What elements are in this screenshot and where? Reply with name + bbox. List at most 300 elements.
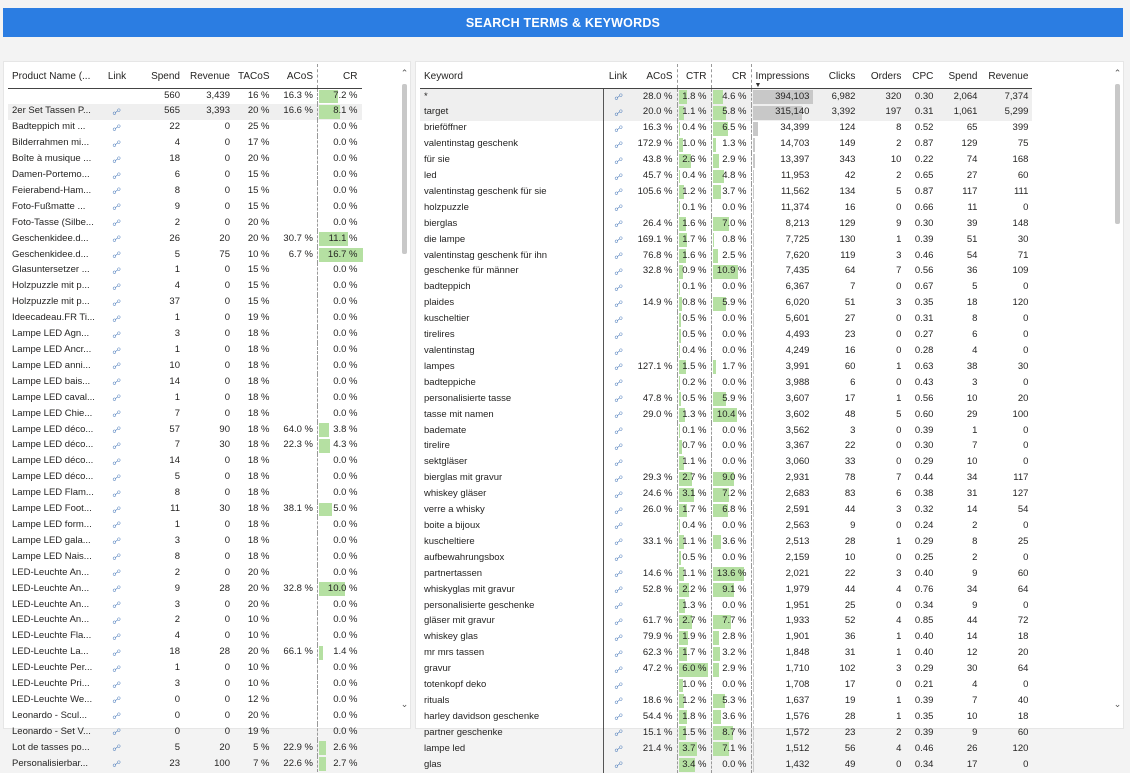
table-row[interactable] [8,661,362,677]
column-header-cr[interactable]: CR [318,64,362,89]
table-row[interactable] [8,104,362,120]
table-row[interactable] [8,597,362,613]
link-cell[interactable] [603,598,633,614]
table-row[interactable] [420,184,1032,200]
link-cell[interactable] [603,232,633,248]
table-row[interactable] [8,692,362,708]
link-cell[interactable] [100,645,134,661]
table-row[interactable] [8,613,362,629]
table-row[interactable] [8,120,362,136]
link-icon[interactable]: ⧟ [610,263,626,280]
link-icon[interactable]: ⧟ [109,500,125,517]
cr-cell [318,168,362,184]
link-icon[interactable]: ⧟ [610,644,626,661]
chevron-up-icon[interactable]: ⌃ [1112,68,1123,79]
link-cell[interactable] [100,168,134,184]
link-icon[interactable]: ⧟ [610,374,626,391]
table-row[interactable] [8,279,362,295]
link-cell[interactable] [100,629,134,645]
link-cell[interactable] [603,709,633,725]
table-row[interactable] [8,724,362,740]
link-cell[interactable] [100,120,134,136]
link-cell[interactable] [100,502,134,518]
table-row[interactable] [8,136,362,152]
table-row[interactable] [8,311,362,327]
keyword-value: plaides [424,297,454,308]
table-row[interactable] [420,678,1032,694]
link-icon[interactable]: ⧟ [109,469,125,486]
column-header-spend[interactable]: Spend [937,64,981,89]
link-icon[interactable]: ⧟ [109,373,125,390]
clicks-cell-value: 19 [845,695,856,706]
link-cell[interactable] [603,630,633,646]
spend-cell [937,153,981,169]
link-icon[interactable]: ⧟ [610,581,626,598]
link-cell[interactable] [603,121,633,137]
table-row[interactable] [420,312,1032,328]
link-cell[interactable] [100,343,134,359]
table-row[interactable] [420,439,1032,455]
link-icon[interactable]: ⧟ [610,724,626,741]
link-cell[interactable] [603,391,633,407]
table-row[interactable] [8,517,362,533]
link-cell[interactable] [100,199,134,215]
link-icon[interactable]: ⧟ [109,119,125,136]
link-icon[interactable]: ⧟ [610,692,626,709]
link-cell[interactable] [603,566,633,582]
table-row[interactable] [420,630,1032,646]
table-row[interactable] [420,757,1032,773]
table-row[interactable] [420,359,1032,375]
table-row[interactable] [420,169,1032,185]
link-cell[interactable] [603,216,633,232]
link-cell[interactable] [100,295,134,311]
table-row[interactable] [8,740,362,756]
link-icon[interactable]: ⧟ [610,629,626,646]
link-icon[interactable]: ⧟ [610,247,626,264]
link-icon[interactable]: ⧟ [109,707,125,724]
link-icon[interactable]: ⧟ [610,135,626,152]
link-icon[interactable]: ⧟ [109,278,125,295]
table-row[interactable] [8,374,362,390]
table-row[interactable] [8,358,362,374]
link-icon[interactable]: ⧟ [610,406,626,423]
link-icon[interactable]: ⧟ [109,198,125,215]
link-icon[interactable]: ⧟ [610,517,626,534]
table-row[interactable] [420,89,1032,105]
revenue-cell [184,454,234,470]
link-cell[interactable] [603,264,633,280]
link-cell[interactable] [100,438,134,454]
link-icon[interactable]: ⧟ [109,134,125,151]
link-icon[interactable]: ⧟ [610,756,626,773]
link-cell[interactable] [100,247,134,263]
column-header-spend[interactable]: Spend [134,64,184,89]
table-row[interactable] [8,677,362,693]
link-icon[interactable]: ⧟ [610,660,626,677]
link-icon[interactable]: ⧟ [109,357,125,374]
table-row[interactable] [420,518,1032,534]
link-icon[interactable]: ⧟ [109,596,125,613]
cpc-cell [905,169,937,185]
table-row[interactable] [420,264,1032,280]
table-row[interactable] [420,280,1032,296]
table-row[interactable] [420,503,1032,519]
link-cell[interactable] [100,740,134,756]
link-cell[interactable] [100,136,134,152]
clicks-cell [813,391,859,407]
table-row[interactable] [8,565,362,581]
link-cell[interactable] [100,692,134,708]
table-row[interactable] [420,725,1032,741]
link-icon[interactable]: ⧟ [610,310,626,327]
table-row[interactable] [8,343,362,359]
link-cell[interactable] [603,439,633,455]
link-cell[interactable] [100,231,134,247]
cr-cell-value: 11.1 % [329,233,358,244]
table-row[interactable] [420,646,1032,662]
link-cell[interactable] [100,517,134,533]
table-row[interactable] [420,423,1032,439]
keyword-value: boite a bijoux [424,520,480,531]
link-icon[interactable]: ⧟ [610,120,626,137]
table-row[interactable] [420,105,1032,121]
link-icon[interactable]: ⧟ [109,723,125,740]
link-cell[interactable] [100,183,134,199]
link-cell[interactable] [100,581,134,597]
column-header-acos[interactable]: ACoS [274,64,318,89]
product-name [8,247,100,263]
left-scrollbar[interactable] [399,62,410,728]
column-header-link[interactable]: Link [100,64,134,89]
link-icon[interactable]: ⧟ [610,597,626,614]
table-row[interactable] [420,614,1032,630]
column-header-revenue[interactable]: Revenue [981,64,1032,89]
link-cell[interactable] [603,105,633,121]
link-cell[interactable] [100,661,134,677]
acos-cell-value: 43.8 % [643,154,673,165]
spend-cell-value: 9 [175,583,180,594]
table-row[interactable] [8,390,362,406]
table-row[interactable] [8,231,362,247]
link-cell[interactable] [100,263,134,279]
link-icon[interactable]: ⧟ [109,453,125,470]
table-row[interactable] [8,168,362,184]
data-bar [319,757,326,771]
link-icon[interactable]: ⧟ [109,214,125,231]
tacos-cell-value: 18 % [248,376,270,387]
table-row[interactable] [420,344,1032,360]
tacos-cell [234,104,274,120]
link-cell[interactable] [100,215,134,231]
revenue-cell [981,200,1032,216]
column-header-clicks[interactable]: Clicks [813,64,859,89]
link-icon[interactable]: ⧟ [610,295,626,312]
link-icon[interactable]: ⧟ [109,580,125,597]
link-icon[interactable]: ⧟ [109,262,125,279]
link-icon[interactable]: ⧟ [610,533,626,550]
link-icon[interactable]: ⧟ [109,755,125,772]
link-cell[interactable] [100,486,134,502]
table-row[interactable] [420,471,1032,487]
link-icon[interactable]: ⧟ [109,548,125,565]
table-row[interactable] [420,200,1032,216]
table-row[interactable] [8,422,362,438]
link-icon[interactable]: ⧟ [610,326,626,343]
link-icon[interactable]: ⧟ [109,437,125,454]
link-cell[interactable] [100,756,134,772]
link-icon[interactable]: ⧟ [109,182,125,199]
link-cell[interactable] [603,646,633,662]
link-icon[interactable]: ⧟ [610,708,626,725]
link-icon[interactable]: ⧟ [109,309,125,326]
link-icon[interactable]: ⧟ [109,150,125,167]
impressions-cell-value: 315,140 [775,106,809,117]
link-cell[interactable] [603,296,633,312]
table-row[interactable] [8,327,362,343]
table-row[interactable] [420,391,1032,407]
link-cell[interactable] [100,104,134,120]
column-header-cr[interactable]: CR [711,64,751,89]
link-icon[interactable]: ⧟ [610,438,626,455]
link-cell[interactable] [100,374,134,390]
link-icon[interactable]: ⧟ [109,166,125,183]
link-cell[interactable] [603,725,633,741]
column-header-orders[interactable]: Orders [859,64,905,89]
link-icon[interactable]: ⧟ [610,342,626,359]
link-icon[interactable]: ⧟ [109,516,125,533]
link-icon[interactable]: ⧟ [610,470,626,487]
table-row[interactable] [420,248,1032,264]
table-row[interactable] [420,582,1032,598]
link-icon[interactable]: ⧟ [610,215,626,232]
link-cell[interactable] [100,358,134,374]
table-row[interactable] [8,406,362,422]
table-row[interactable] [8,454,362,470]
link-icon[interactable]: ⧟ [109,246,125,263]
link-cell[interactable] [603,423,633,439]
link-icon[interactable]: ⧟ [610,676,626,693]
table-row[interactable] [420,121,1032,137]
column-header-tacos[interactable]: TACoS [234,64,274,89]
link-cell[interactable] [100,422,134,438]
table-row[interactable] [420,693,1032,709]
link-cell[interactable] [603,741,633,757]
link-icon[interactable]: ⧟ [610,549,626,566]
link-cell[interactable] [100,470,134,486]
column-header-acos[interactable]: ACoS [633,64,677,89]
link-icon[interactable]: ⧟ [109,341,125,358]
table-row[interactable] [420,328,1032,344]
link-cell[interactable] [100,708,134,724]
table-row[interactable] [420,741,1032,757]
revenue-cell [184,565,234,581]
table-row[interactable] [8,470,362,486]
tacos-cell [234,740,274,756]
link-cell[interactable] [603,312,633,328]
link-icon[interactable]: ⧟ [610,613,626,630]
link-cell[interactable] [603,153,633,169]
table-row[interactable] [420,216,1032,232]
link-icon[interactable]: ⧟ [610,151,626,168]
table-row[interactable] [420,709,1032,725]
table-row[interactable] [420,455,1032,471]
link-icon[interactable]: ⧟ [109,389,125,406]
link-cell[interactable] [100,533,134,549]
table-row[interactable] [8,629,362,645]
link-icon[interactable]: ⧟ [610,390,626,407]
table-row[interactable] [420,598,1032,614]
link-cell[interactable] [603,328,633,344]
link-cell[interactable] [100,279,134,295]
table-row[interactable] [8,502,362,518]
table-row[interactable] [420,550,1032,566]
orders-cell [859,566,905,582]
link-icon[interactable]: ⧟ [109,612,125,629]
column-header-keyword[interactable]: Keyword [420,64,603,89]
link-cell[interactable] [100,406,134,422]
column-header-revenue[interactable]: Revenue [184,64,234,89]
link-icon[interactable]: ⧟ [610,565,626,582]
link-icon[interactable]: ⧟ [109,628,125,645]
link-icon[interactable]: ⧟ [610,231,626,248]
link-cell[interactable] [603,137,633,153]
link-cell[interactable] [603,582,633,598]
link-cell[interactable] [100,549,134,565]
link-icon[interactable]: ⧟ [610,454,626,471]
table-row[interactable] [420,153,1032,169]
table-row[interactable] [420,232,1032,248]
link-icon[interactable]: ⧟ [109,103,125,120]
link-icon[interactable]: ⧟ [610,104,626,121]
link-icon[interactable]: ⧟ [109,659,125,676]
link-cell[interactable] [100,454,134,470]
link-icon[interactable]: ⧟ [610,199,626,216]
column-header-impressions[interactable]: Impressions ▼ [751,64,813,89]
link-icon[interactable]: ⧟ [610,183,626,200]
link-icon[interactable]: ⧟ [109,294,125,311]
link-cell[interactable] [603,550,633,566]
table-row[interactable] [8,263,362,279]
link-icon[interactable]: ⧟ [109,421,125,438]
link-icon[interactable]: ⧟ [610,358,626,375]
chevron-down-icon[interactable]: ⌄ [399,699,410,710]
table-row[interactable] [8,581,362,597]
link-cell[interactable] [603,455,633,471]
link-cell[interactable] [603,757,633,773]
link-icon[interactable]: ⧟ [109,691,125,708]
link-icon[interactable]: ⧟ [610,422,626,439]
chevron-up-icon[interactable]: ⌃ [399,68,410,79]
link-cell[interactable] [603,280,633,296]
link-icon[interactable]: ⧟ [109,405,125,422]
link-icon[interactable]: ⧟ [109,230,125,247]
right-scroll-thumb[interactable] [1115,84,1120,224]
impressions-cell [751,693,813,709]
table-row[interactable] [8,438,362,454]
table-row[interactable] [8,183,362,199]
link-icon[interactable]: ⧟ [109,643,125,660]
table-row[interactable] [420,137,1032,153]
link-icon[interactable]: ⧟ [610,167,626,184]
link-cell[interactable] [100,390,134,406]
column-header-ctr[interactable]: CTR [677,64,711,89]
link-cell[interactable] [603,407,633,423]
table-row[interactable] [8,486,362,502]
table-row[interactable] [8,247,362,263]
product-name-value: Holzpuzzle mit p... [12,280,90,291]
table-row[interactable] [8,215,362,231]
table-row[interactable] [420,662,1032,678]
column-header-cpc[interactable]: CPC [905,64,937,89]
link-icon[interactable]: ⧟ [109,532,125,549]
table-row[interactable] [420,407,1032,423]
link-cell[interactable] [603,375,633,391]
left-scroll-thumb[interactable] [402,84,407,254]
link-cell[interactable] [603,471,633,487]
link-cell[interactable] [603,248,633,264]
link-cell[interactable] [100,613,134,629]
impressions-cell [751,121,813,137]
link-icon[interactable]: ⧟ [610,740,626,757]
column-header-product-name[interactable]: Product Name (... [8,64,100,89]
link-icon[interactable]: ⧟ [109,325,125,342]
link-cell[interactable] [100,311,134,327]
table-row[interactable] [8,708,362,724]
table-row[interactable] [420,534,1032,550]
table-row[interactable] [8,533,362,549]
keyword-value: rituals [424,695,449,706]
column-header-link[interactable]: Link [603,64,633,89]
link-cell[interactable] [603,614,633,630]
right-scrollbar[interactable] [1112,62,1123,728]
table-row[interactable] [8,152,362,168]
link-cell[interactable] [603,487,633,503]
link-icon[interactable]: ⧟ [610,501,626,518]
table-row[interactable] [420,375,1032,391]
link-icon[interactable]: ⧟ [109,564,125,581]
chevron-down-icon[interactable]: ⌄ [1112,699,1123,710]
table-row[interactable] [420,566,1032,582]
sort-desc-icon[interactable]: ▼ [755,82,762,89]
revenue-cell-value: 60 [1018,170,1029,181]
link-icon[interactable]: ⧟ [109,484,125,501]
link-cell[interactable] [100,597,134,613]
link-cell[interactable] [100,565,134,581]
link-cell[interactable] [603,200,633,216]
link-icon[interactable]: ⧟ [610,279,626,296]
link-cell[interactable] [603,89,633,105]
cr-cell-value: 0.0 % [333,487,357,498]
link-cell[interactable] [100,677,134,693]
table-row[interactable] [420,487,1032,503]
link-icon[interactable]: ⧟ [610,485,626,502]
link-cell[interactable] [100,152,134,168]
table-row[interactable] [8,199,362,215]
link-cell[interactable] [100,327,134,343]
link-cell[interactable] [603,662,633,678]
table-row[interactable] [8,295,362,311]
table-row[interactable] [8,549,362,565]
table-row[interactable] [8,756,362,772]
product-name-value: Boîte à musique ... [12,153,91,164]
link-cell[interactable] [100,724,134,740]
table-row[interactable] [420,296,1032,312]
table-row[interactable] [8,645,362,661]
link-icon[interactable]: ⧟ [610,88,626,105]
link-icon[interactable]: ⧟ [109,739,125,756]
link-icon[interactable]: ⧟ [109,675,125,692]
